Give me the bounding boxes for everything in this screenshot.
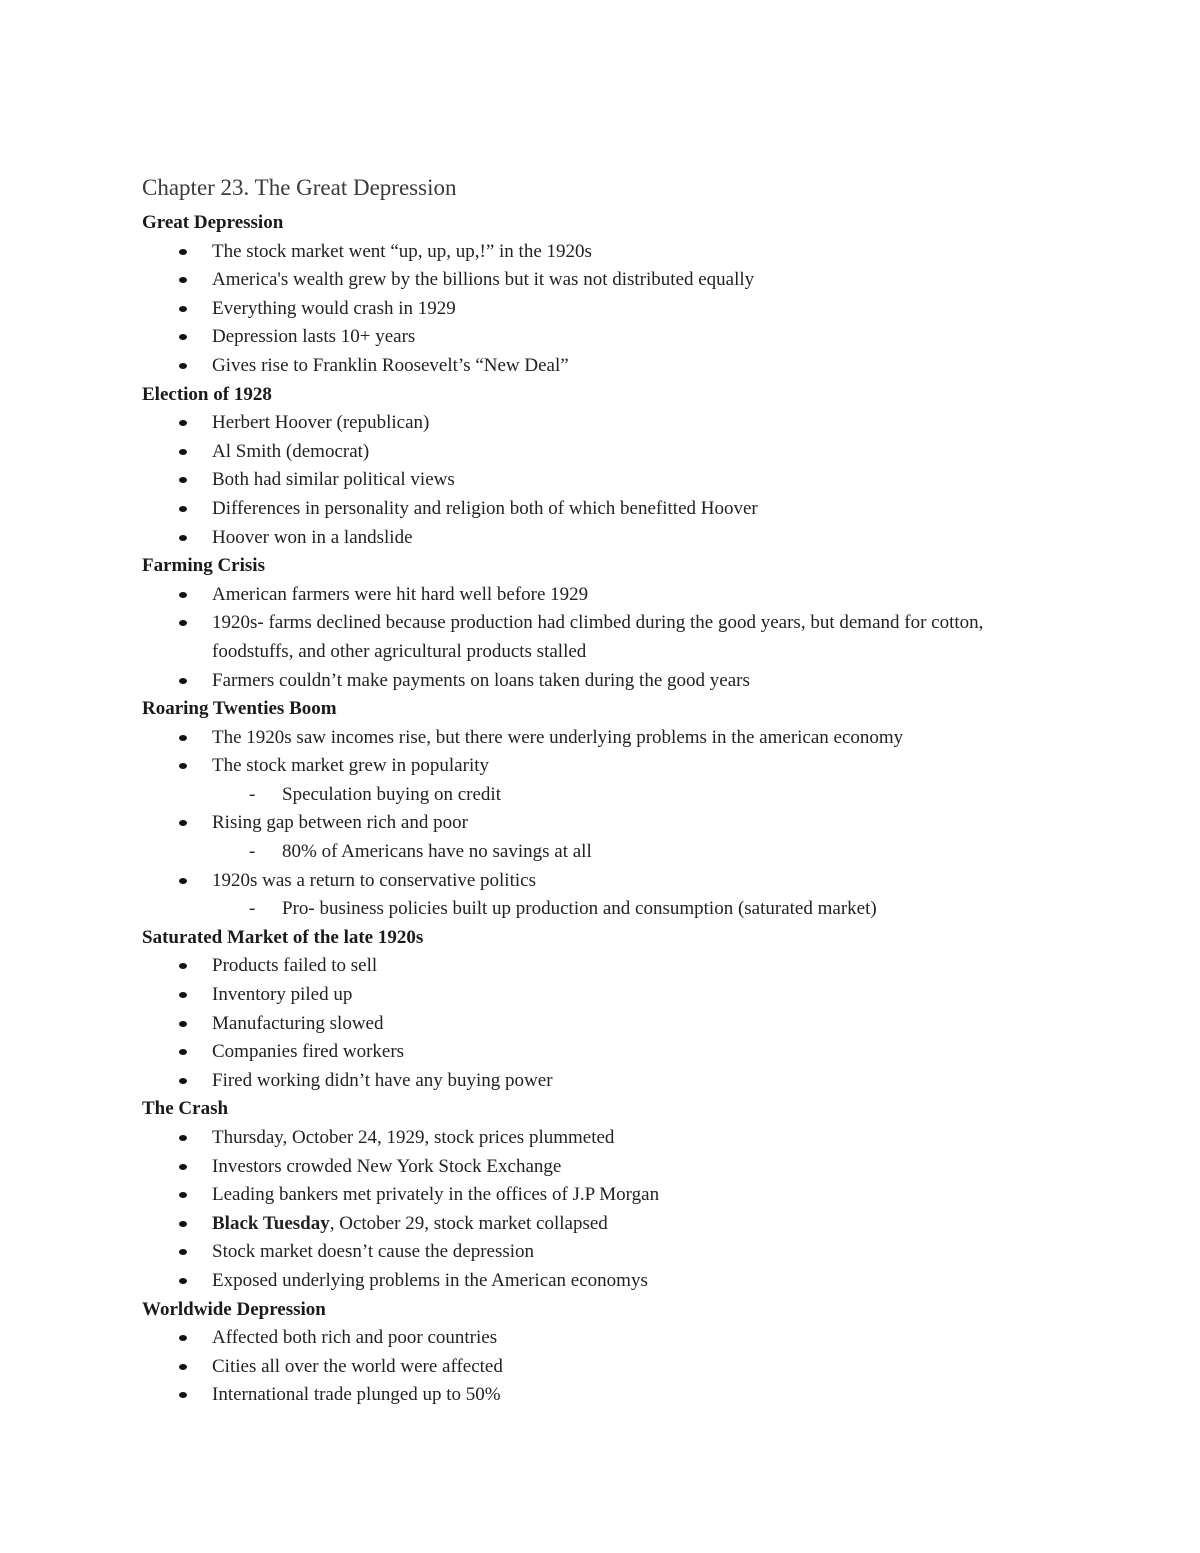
list-item-text: Investors crowded New York Stock Exchange bbox=[212, 1155, 562, 1177]
list-item-text: America's wealth grew by the billions but it was not distributed equally bbox=[212, 269, 755, 291]
list-item bbox=[142, 524, 1042, 553]
list-item bbox=[142, 352, 1042, 381]
list-item bbox=[142, 1267, 1042, 1296]
list-item-text: Hoover won in a landslide bbox=[212, 526, 413, 548]
bullet-dot-icon bbox=[179, 1192, 187, 1198]
section-heading: Election of 1928 bbox=[142, 383, 272, 405]
bullet-dot-icon bbox=[179, 992, 187, 998]
list-item-text: International trade plunged up to 50% bbox=[212, 1384, 501, 1406]
list-item bbox=[142, 667, 1042, 696]
list-item-text: 1920s- farms declined because production had climbed during the good years, but demand for cotton, foodstuffs, and other agricultural products stalled bbox=[212, 612, 984, 662]
bullet-dot-icon bbox=[179, 878, 187, 884]
list-item-text: Manufacturing slowed bbox=[212, 1012, 384, 1034]
section-heading: Worldwide Depression bbox=[142, 1298, 326, 1320]
list-item-text: Al Smith (democrat) bbox=[212, 440, 370, 462]
list-item bbox=[142, 495, 1042, 524]
list-item bbox=[142, 1038, 1042, 1067]
list-item bbox=[142, 1210, 1042, 1239]
list-item-text: Stock market doesn’t cause the depression bbox=[212, 1241, 535, 1263]
list-item bbox=[142, 323, 1042, 352]
bullet-list bbox=[142, 1324, 1042, 1410]
list-item-text: Companies fired workers bbox=[212, 1041, 405, 1063]
list-item-text: American farmers were hit hard well before 1929 bbox=[212, 583, 589, 605]
bullet-dot-icon bbox=[179, 1221, 187, 1227]
list-item-text: Thursday, October 24, 1929, stock prices plummeted bbox=[212, 1127, 615, 1148]
list-item-text: Both had similar political views bbox=[212, 469, 455, 491]
bold-term: Black Tuesday bbox=[212, 1212, 330, 1234]
sections-container bbox=[142, 209, 1042, 1410]
bullet-dot-icon bbox=[179, 1249, 187, 1255]
list-item bbox=[142, 867, 1042, 924]
list-item-text: The stock market went “up, up, up,!” in the 1920s bbox=[212, 240, 592, 262]
list-item bbox=[142, 1324, 1042, 1353]
list-item-text: Herbert Hoover (republican) bbox=[212, 412, 430, 434]
sub-list bbox=[212, 895, 1042, 924]
list-item bbox=[142, 409, 1042, 438]
list-item bbox=[142, 752, 1042, 809]
list-item bbox=[142, 1010, 1042, 1039]
sub-list bbox=[212, 838, 1042, 867]
bullet-dot-icon bbox=[179, 363, 187, 369]
sub-list-item bbox=[142, 838, 1042, 867]
bullet-dot-icon bbox=[179, 735, 187, 741]
list-item-text: Differences in personality and religion both of which benefitted Hoover bbox=[212, 497, 758, 519]
list-item-text: Everything would crash in 1929 bbox=[212, 297, 456, 319]
list-item bbox=[142, 1181, 1042, 1210]
list-item-text: Rising gap between rich and poor bbox=[212, 812, 468, 834]
dash-marker-icon: - bbox=[249, 783, 256, 805]
list-item-text: Cities all over the world were affected bbox=[212, 1355, 503, 1377]
bullet-dot-icon bbox=[179, 1164, 187, 1170]
bullet-list bbox=[142, 409, 1042, 552]
bullet-dot-icon bbox=[179, 763, 187, 769]
bullet-list bbox=[142, 724, 1042, 924]
document-page bbox=[142, 172, 1042, 1410]
bullet-list bbox=[142, 238, 1042, 381]
bullet-dot-icon bbox=[179, 277, 187, 283]
section bbox=[142, 381, 1042, 553]
list-item-text: Affected both rich and poor countries bbox=[212, 1327, 498, 1349]
list-item bbox=[142, 1238, 1042, 1267]
bullet-dot-icon bbox=[179, 620, 187, 626]
bullet-dot-icon bbox=[179, 1335, 187, 1341]
list-item bbox=[142, 438, 1042, 467]
bullet-dot-icon bbox=[179, 1078, 187, 1084]
list-item-text: Farmers couldn’t make payments on loans taken during the good years bbox=[212, 669, 750, 691]
bullet-dot-icon bbox=[179, 592, 187, 598]
bullet-dot-icon bbox=[179, 1135, 187, 1141]
bullet-dot-icon bbox=[179, 306, 187, 312]
bullet-dot-icon bbox=[179, 820, 187, 826]
list-item bbox=[142, 724, 1042, 753]
list-item-text: Depression lasts 10+ years bbox=[212, 326, 416, 348]
bullet-dot-icon bbox=[179, 477, 187, 483]
section bbox=[142, 1095, 1042, 1295]
section bbox=[142, 695, 1042, 924]
bullet-list bbox=[142, 581, 1042, 695]
page-title: Chapter 23. The Great Depression bbox=[142, 175, 457, 200]
list-item bbox=[142, 609, 1042, 666]
bullet-dot-icon bbox=[179, 1278, 187, 1284]
bullet-dot-icon bbox=[179, 1364, 187, 1370]
sub-list-item-text: 80% of Americans have no savings at all bbox=[282, 841, 592, 863]
bullet-list bbox=[142, 952, 1042, 1095]
bullet-dot-icon bbox=[179, 449, 187, 455]
list-item bbox=[142, 266, 1042, 295]
section bbox=[142, 924, 1042, 1096]
dash-marker-icon: - bbox=[249, 841, 256, 863]
list-item bbox=[142, 581, 1042, 610]
list-item-text: Fired working didn’t have any buying power bbox=[212, 1069, 553, 1091]
list-item bbox=[142, 466, 1042, 495]
section-heading: Great Depression bbox=[142, 212, 284, 233]
section bbox=[142, 209, 1042, 381]
list-item-text: The 1920s saw incomes rise, but there were underlying problems in the american economy bbox=[212, 726, 904, 748]
list-item-text: 1920s was a return to conservative politics bbox=[212, 869, 536, 891]
list-item-text: Gives rise to Franklin Roosevelt’s “New Deal” bbox=[212, 354, 569, 376]
list-item bbox=[142, 809, 1042, 866]
list-item bbox=[142, 1124, 1042, 1153]
bullet-dot-icon bbox=[179, 506, 187, 512]
section-heading: Farming Crisis bbox=[142, 555, 265, 577]
list-item bbox=[142, 981, 1042, 1010]
list-item bbox=[142, 1353, 1042, 1382]
bullet-dot-icon bbox=[179, 1049, 187, 1055]
sub-list-item-text: Pro- business policies built up production and consumption (saturated market) bbox=[282, 898, 877, 920]
list-item-text: Products failed to sell bbox=[212, 955, 378, 977]
list-item bbox=[142, 1067, 1042, 1096]
list-item-text: Inventory piled up bbox=[212, 984, 353, 1006]
bullet-dot-icon bbox=[179, 678, 187, 684]
bullet-dot-icon bbox=[179, 420, 187, 426]
list-item bbox=[142, 1381, 1042, 1410]
list-item bbox=[142, 295, 1042, 324]
list-item-text: , October 29, stock market collapsed bbox=[329, 1212, 608, 1234]
bullet-list bbox=[142, 1124, 1042, 1296]
section bbox=[142, 552, 1042, 695]
bullet-dot-icon bbox=[179, 1021, 187, 1027]
dash-marker-icon: - bbox=[249, 898, 256, 920]
list-item-text: Exposed underlying problems in the American economys bbox=[212, 1269, 648, 1291]
section-heading: Saturated Market of the late 1920s bbox=[142, 926, 424, 948]
list-item bbox=[142, 952, 1042, 981]
sub-list bbox=[212, 781, 1042, 810]
bullet-dot-icon bbox=[179, 963, 187, 969]
list-item-text: The stock market grew in popularity bbox=[212, 755, 490, 777]
sub-list-item bbox=[142, 895, 1042, 924]
list-item-text: Leading bankers met privately in the offices of J.P Morgan bbox=[212, 1184, 660, 1206]
section bbox=[142, 1296, 1042, 1410]
list-item bbox=[142, 238, 1042, 267]
section-heading: The Crash bbox=[142, 1098, 229, 1120]
bullet-dot-icon bbox=[179, 334, 187, 340]
bullet-dot-icon bbox=[179, 249, 187, 255]
list-item bbox=[142, 1153, 1042, 1182]
sub-list-item-text: Speculation buying on credit bbox=[282, 783, 501, 805]
bullet-dot-icon bbox=[179, 535, 187, 541]
section-heading: Roaring Twenties Boom bbox=[142, 698, 337, 720]
bullet-dot-icon bbox=[179, 1392, 187, 1398]
sub-list-item bbox=[142, 781, 1042, 810]
